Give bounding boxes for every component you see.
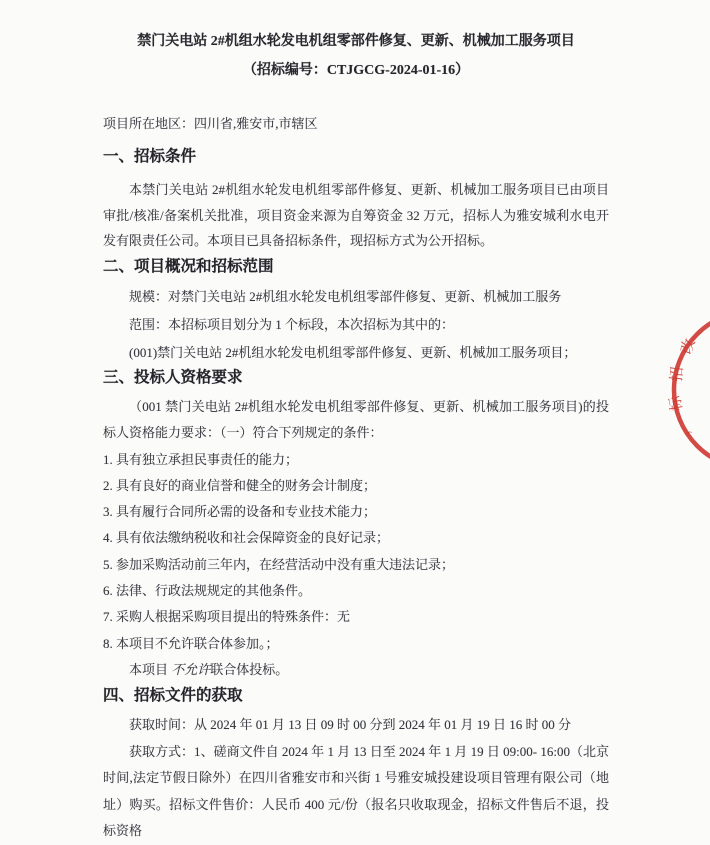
qualification-item-5: 5. 参加采购活动前三年内，在经营活动中没有重大违法记录； bbox=[103, 556, 455, 572]
section3-heading: 三、投标人资格要求 bbox=[103, 368, 243, 386]
seal-glyph: 标 bbox=[667, 394, 686, 413]
acquisition-method-paragraph: 获取方式：1、磋商文件自 2024 年 1 月 13 日至 2024 年 1 月 19 日 09:00- 16:00（北京时间,法定节假日除外）在四川省雅安市和兴街 1 号雅安城投建设项目管理有限公司（地址）购买。招标文件售价：人民币 400 元/份（报名只收取现金，招标文件售后不退，投标资格 bbox=[103, 743, 609, 839]
qualification-item-6: 6. 法律、行政法规规定的其他条件。 bbox=[103, 582, 312, 598]
qualification-item-7: 7. 采购人根据采购项目提出的特殊条件：无 bbox=[103, 609, 351, 625]
section3-intro: （001 禁门关电站 2#机组水轮发电机组零部件修复、更新、机械加工服务项目)的投标人资格能力要求：（一）符合下列规定的条件： bbox=[103, 398, 609, 440]
section2-scope-line: 范围：本招标项目划分为 1 个标段，本次招标为其中的： bbox=[129, 316, 455, 332]
consortium-note-line bbox=[103, 657, 609, 683]
seal-arc bbox=[674, 311, 710, 465]
section2-lot-line: (001)禁门关电站 2#机组水轮发电机组零部件修复、更新、机械加工服务项目； bbox=[129, 344, 577, 360]
qualification-item-8: 8. 本项目不允许联合体参加。； bbox=[103, 635, 279, 651]
section4-heading: 四、招标文件的获取 bbox=[103, 686, 243, 704]
consortium-note-suffix: 联合体投标。 bbox=[210, 661, 289, 677]
qualification-item-2: 2. 具有良好的商业信誉和健全的财务会计制度； bbox=[103, 477, 377, 493]
qualification-item-4: 4. 具有依法缴纳税收和社会保障资金的良好记录； bbox=[103, 530, 390, 546]
document-title bbox=[103, 0, 609, 85]
section1-paragraph: 本禁门关电站 2#机组水轮发电机组零部件修复、更新、机械加工服务项目已由项目审批/核准/备案机关批准，项目资金来源为自筹资金 32 万元，招标人为雅安城利水电开发有限责任公司。本项目已具备招标条件，现招标方式为公开招标。 bbox=[103, 182, 609, 248]
seal-glyph: 改 bbox=[678, 336, 699, 357]
consortium-note-italic: 不允许 bbox=[171, 661, 211, 677]
qualification-item-3: 3. 具有履行合同所必需的设备和专业技术能力； bbox=[103, 504, 377, 520]
section2-scale-line: 规模：对禁门关电站 2#机组水轮发电机组零部件修复、更新、机械加工服务 bbox=[129, 288, 562, 304]
seal-glyph: ， bbox=[672, 419, 694, 441]
acquisition-time-line: 获取时间：从 2024 年 01 月 13 日 09 时 00 分到 2024 年 01 月 19 日 16 时 00 分 bbox=[129, 716, 572, 732]
section2-heading: 二、项目概况和招标范围 bbox=[103, 257, 274, 275]
title-line-1: 禁门关电站 2#机组水轮发电机组零部件修复、更新、机械加工服务项目 bbox=[137, 34, 575, 49]
section1-heading: 一、招标条件 bbox=[103, 148, 197, 165]
qualification-item-1: 1. 具有独立承担民事责任的能力； bbox=[103, 451, 299, 467]
document-body bbox=[103, 0, 609, 845]
project-location-line: 项目所在地区：四川省,雅安市,市辖区 bbox=[103, 116, 318, 131]
red-seal-stamp bbox=[662, 295, 710, 465]
qualification-items-list bbox=[103, 447, 609, 657]
consortium-note-prefix: 本项目 bbox=[129, 661, 172, 677]
seal-glyph: 招 bbox=[669, 365, 687, 383]
title-line-2-bid-number: （招标编号：CTJGCG-2024-01-16） bbox=[242, 63, 470, 78]
